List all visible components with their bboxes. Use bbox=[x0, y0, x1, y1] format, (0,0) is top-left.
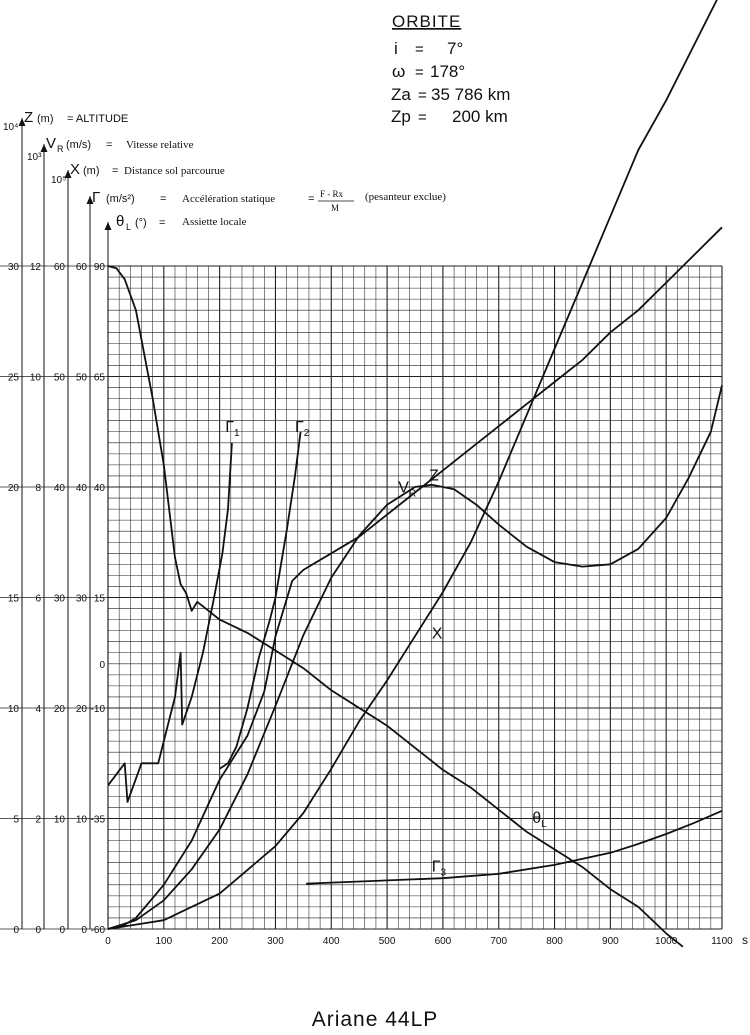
orbit-line-value: 35 786 km bbox=[431, 85, 511, 104]
axis-arrow-icon bbox=[105, 222, 112, 230]
curve-label: X bbox=[431, 625, 443, 643]
orbit-line-value: 200 km bbox=[452, 107, 508, 126]
x-tick-label: 0 bbox=[105, 936, 111, 947]
orbit-eq: = bbox=[415, 41, 424, 58]
x-desc: Distance sol parcourue bbox=[124, 165, 225, 177]
axis-tick-label-Γ: 20 bbox=[75, 704, 87, 715]
vertical-axes bbox=[8, 118, 112, 936]
gamma-eq2: = bbox=[308, 193, 315, 205]
x-tick-label: 400 bbox=[322, 936, 340, 947]
z-desc: = ALTITUDE bbox=[67, 113, 129, 125]
x-eq: = bbox=[112, 165, 119, 177]
series-line-Γ2 bbox=[220, 432, 301, 769]
axis-tick-label-VR: 4 bbox=[35, 704, 41, 715]
curve-label-sub: L bbox=[541, 818, 547, 830]
x-tick-label: 1000 bbox=[655, 936, 678, 947]
orbit-line-label: Zp bbox=[391, 107, 411, 126]
axis-tick-label-Z: 15 bbox=[7, 593, 19, 605]
axis-tick-label-Z: 25 bbox=[7, 372, 19, 384]
axis-tick-label-X: 30 bbox=[53, 593, 65, 605]
orbit-eq: = bbox=[415, 64, 424, 81]
gamma-note: (pesanteur exclue) bbox=[365, 191, 446, 203]
axis-tick-label-X: 20 bbox=[53, 704, 65, 715]
axis-tick-label-θL: -10 bbox=[90, 704, 105, 715]
series-line-X bbox=[108, 0, 722, 929]
gamma-eq: = bbox=[160, 193, 167, 205]
axis-tick-label-θL: 40 bbox=[93, 483, 105, 494]
x-symbol: X bbox=[70, 161, 81, 178]
gamma-symbol: Γ bbox=[92, 189, 101, 206]
curve-label: Z bbox=[428, 467, 439, 485]
axis-tick-label-θL: 90 bbox=[93, 262, 105, 273]
curve-label: $V_R$ bbox=[398, 479, 417, 500]
axis-tick-label-θL: -35 bbox=[90, 814, 105, 826]
axis-tick-label-Z: 10 bbox=[7, 704, 19, 715]
axis-tick-label-Z: 5 bbox=[13, 814, 19, 826]
axis-tick-label-Γ: 0 bbox=[81, 925, 87, 936]
axis-tick-label-θL: 0 bbox=[99, 659, 105, 671]
x-unit: (m) bbox=[83, 165, 100, 177]
orbit-line-value: 7° bbox=[447, 39, 464, 58]
vr-eq: = bbox=[106, 139, 113, 151]
axis-tick-label-VR: 0 bbox=[35, 925, 41, 936]
theta-unit: (°) bbox=[135, 217, 147, 229]
curve-label: $\Gamma_1$ bbox=[225, 418, 240, 439]
axis-tick-label-Γ: 50 bbox=[75, 372, 87, 384]
orbit-title: ORBITE bbox=[392, 12, 462, 31]
orbit-info bbox=[391, 12, 510, 126]
curve-label: $\Gamma_2$ bbox=[294, 418, 310, 439]
x-tick-label: 100 bbox=[155, 936, 173, 947]
z-multiplier: 10⁴ bbox=[3, 122, 19, 133]
gamma-frac-den: M bbox=[331, 203, 340, 213]
orbit-eq: = bbox=[418, 109, 427, 126]
series-line-Γ1 bbox=[108, 443, 232, 802]
curve-label-sub: R bbox=[408, 488, 417, 500]
curve-label-sub: 3 bbox=[440, 867, 447, 879]
gamma-frac-num: F - Rx bbox=[320, 189, 344, 199]
x-multiplier: 10⁵ bbox=[51, 175, 67, 186]
gamma-desc: Accélération statique bbox=[182, 193, 276, 205]
axis-tick-label-Γ: 60 bbox=[75, 262, 87, 273]
orbit-line-label: Za bbox=[391, 85, 411, 104]
axis-tick-label-X: 50 bbox=[53, 372, 65, 384]
curve-label: $\theta_L$ bbox=[532, 809, 547, 830]
axis-tick-label-X: 60 bbox=[53, 262, 65, 273]
axis-tick-label-Z: 0 bbox=[13, 925, 19, 936]
orbit-line-label: i bbox=[394, 39, 398, 58]
z-unit: (m) bbox=[37, 113, 54, 125]
z-symbol: Z bbox=[24, 109, 34, 126]
theta-desc: Assiette locale bbox=[182, 216, 247, 228]
curve-label: $\Gamma_3$ bbox=[431, 858, 447, 879]
axis-tick-label-Γ: 10 bbox=[75, 814, 87, 826]
x-tick-label: 1100 bbox=[711, 936, 733, 947]
vr-desc: Vitesse relative bbox=[126, 139, 194, 151]
axis-tick-label-VR: 6 bbox=[35, 593, 41, 605]
vr-unit: (m/s) bbox=[66, 139, 92, 151]
x-tick-label: 500 bbox=[378, 936, 396, 947]
axis-tick-label-Z: 20 bbox=[7, 483, 19, 494]
orbit-eq: = bbox=[418, 87, 427, 104]
x-tick-label: 600 bbox=[434, 936, 452, 947]
axis-tick-label-θL: -60 bbox=[90, 925, 105, 936]
vr-multiplier: 10³ bbox=[27, 152, 42, 163]
axis-tick-label-θL: 65 bbox=[93, 372, 105, 384]
axis-tick-label-VR: 2 bbox=[35, 814, 41, 826]
series-group bbox=[108, 0, 722, 947]
gamma-unit: (m/s²) bbox=[106, 193, 135, 205]
x-tick-label: 300 bbox=[267, 936, 284, 947]
axis-tick-label-X: 0 bbox=[59, 925, 65, 936]
axis-tick-label-Γ: 40 bbox=[75, 483, 87, 494]
axis-tick-label-X: 40 bbox=[53, 483, 65, 494]
vr-symbol: V bbox=[46, 135, 57, 152]
axis-tick-label-θL: 15 bbox=[93, 593, 105, 605]
axis-tick-label-VR: 8 bbox=[35, 483, 41, 494]
axis-tick-label-VR: 10 bbox=[29, 372, 41, 384]
orbit-line-label: ω bbox=[392, 62, 406, 81]
x-tick-label: 900 bbox=[602, 936, 619, 947]
axis-tick-label-VR: 12 bbox=[29, 262, 41, 273]
curve-label-sub: 1 bbox=[234, 427, 240, 439]
x-tick-label: 200 bbox=[211, 936, 228, 947]
x-axis-ticks bbox=[105, 936, 733, 947]
x-tick-label: 800 bbox=[546, 936, 563, 947]
axis-tick-label-Z: 30 bbox=[7, 262, 19, 273]
axis-tick-label-X: 10 bbox=[53, 814, 65, 826]
series-line-θL bbox=[108, 266, 683, 947]
caption: Ariane 44LP bbox=[311, 1008, 439, 1031]
x-tick-label: 700 bbox=[490, 936, 508, 947]
curve-label-sub: 2 bbox=[303, 427, 310, 439]
axis-tick-label-Γ: 30 bbox=[75, 593, 87, 605]
vr-sub: R bbox=[57, 144, 64, 154]
axis-legend bbox=[3, 109, 446, 232]
orbit-line-value: 178° bbox=[430, 62, 466, 81]
x-axis-unit: s bbox=[742, 933, 748, 947]
theta-eq: = bbox=[159, 217, 166, 229]
theta-sub: L bbox=[126, 222, 132, 232]
theta-symbol: θ bbox=[116, 213, 125, 230]
